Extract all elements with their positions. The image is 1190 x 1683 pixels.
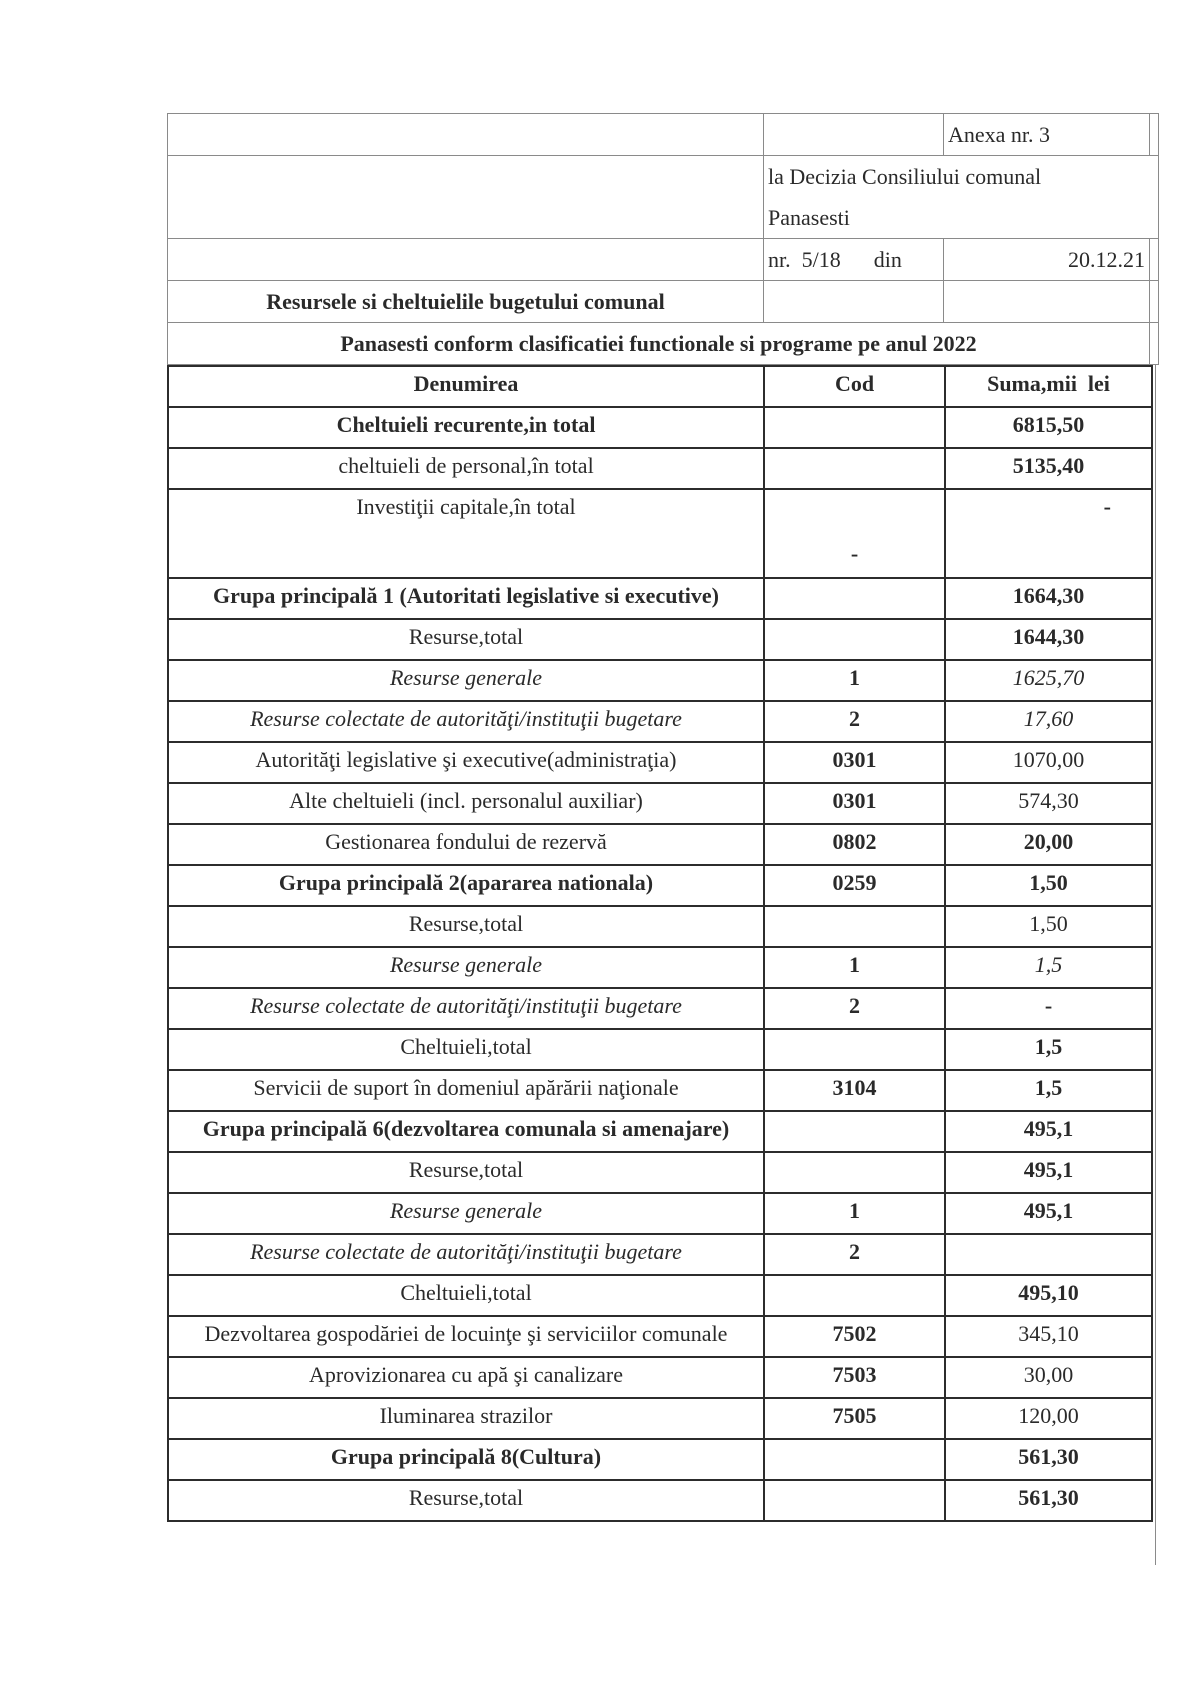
table-row [168, 701, 1152, 742]
row-code [764, 1480, 945, 1521]
header-cell-edge [1150, 323, 1159, 365]
row-amount [945, 1234, 1152, 1275]
row-amount: 561,30 [945, 1480, 1152, 1521]
row-code [764, 1152, 945, 1193]
header-row-title-1 [168, 281, 1159, 323]
row-amount: 561,30 [945, 1439, 1152, 1480]
row-code: 1 [764, 1193, 945, 1234]
row-amount: 5135,40 [945, 448, 1152, 489]
row-code: 7503 [764, 1357, 945, 1398]
row-name: Resurse colectate de autorităţi/instituţii bugetare [168, 701, 764, 742]
table-row [168, 947, 1152, 988]
row-amount: 120,00 [945, 1398, 1152, 1439]
row-amount: 1,5 [945, 1029, 1152, 1070]
header-row-annex [168, 114, 1159, 156]
table-row [168, 489, 1152, 578]
row-name: Grupa principală 2(apararea nationala) [168, 865, 764, 906]
row-code: 2 [764, 701, 945, 742]
budget-table-body [168, 407, 1152, 1521]
table-row [168, 906, 1152, 947]
row-amount: 1,50 [945, 906, 1152, 947]
row-name: Iluminarea strazilor [168, 1398, 764, 1439]
row-code: 3104 [764, 1070, 945, 1111]
row-code [764, 448, 945, 489]
row-name: cheltuieli de personal,în total [168, 448, 764, 489]
table-row [168, 1070, 1152, 1111]
row-code: - [764, 489, 945, 578]
row-name: Alte cheltuieli (incl. personalul auxiliar) [168, 783, 764, 824]
table-row [168, 988, 1152, 1029]
table-outer-border [1155, 365, 1156, 1565]
row-code [764, 1275, 945, 1316]
table-row [168, 742, 1152, 783]
row-name: Resurse generale [168, 660, 764, 701]
row-code: 7505 [764, 1398, 945, 1439]
row-amount: 495,1 [945, 1111, 1152, 1152]
row-name: Cheltuieli recurente,in total [168, 407, 764, 448]
row-name: Resurse generale [168, 947, 764, 988]
table-row [168, 1357, 1152, 1398]
header-cell-empty [944, 281, 1150, 323]
row-name: Resurse,total [168, 1152, 764, 1193]
decision-date: 20.12.21 [944, 239, 1150, 281]
column-header-code: Cod [764, 366, 945, 407]
row-code: 0259 [764, 865, 945, 906]
row-code [764, 1111, 945, 1152]
row-name: Resurse colectate de autorităţi/instituţii bugetare [168, 1234, 764, 1275]
table-row [168, 1480, 1152, 1521]
row-amount: - [945, 988, 1152, 1029]
row-name: Autorităţi legislative şi executive(administraţia) [168, 742, 764, 783]
row-code: 1 [764, 947, 945, 988]
row-code: 0802 [764, 824, 945, 865]
table-row [168, 1275, 1152, 1316]
row-code [764, 1439, 945, 1480]
row-name: Servicii de suport în domeniul apărării naţionale [168, 1070, 764, 1111]
header-cell-edge [1150, 281, 1159, 323]
table-row [168, 824, 1152, 865]
row-name: Grupa principală 6(dezvoltarea comunala si amenajare) [168, 1111, 764, 1152]
table-row [168, 619, 1152, 660]
row-amount: 30,00 [945, 1357, 1152, 1398]
row-code [764, 906, 945, 947]
decision-line-1: la Decizia Consiliului comunal [768, 164, 1042, 189]
document-title-line-2: Panasesti conform clasificatiei functionale si programe pe anul 2022 [168, 323, 1150, 365]
row-code: 0301 [764, 742, 945, 783]
table-row [168, 865, 1152, 906]
header-row-number [168, 239, 1159, 281]
row-name: Resurse,total [168, 1480, 764, 1521]
row-code [764, 578, 945, 619]
row-amount: 20,00 [945, 824, 1152, 865]
row-amount: 1644,30 [945, 619, 1152, 660]
row-code: 7502 [764, 1316, 945, 1357]
row-amount: 1625,70 [945, 660, 1152, 701]
row-amount: - [945, 489, 1152, 578]
row-name: Gestionarea fondului de rezervă [168, 824, 764, 865]
header-cell-empty [168, 239, 764, 281]
row-name: Dezvoltarea gospodăriei de locuinţe şi serviciilor comunale [168, 1316, 764, 1357]
header-cell-empty [168, 156, 764, 239]
table-row [168, 1193, 1152, 1234]
header-cell-empty [168, 114, 764, 156]
row-code [764, 619, 945, 660]
row-name: Resurse,total [168, 619, 764, 660]
table-row [168, 578, 1152, 619]
row-amount: 17,60 [945, 701, 1152, 742]
row-amount: 1070,00 [945, 742, 1152, 783]
annex-header-block [167, 113, 1159, 365]
row-code: 0301 [764, 783, 945, 824]
row-name: Resurse generale [168, 1193, 764, 1234]
table-row [168, 1316, 1152, 1357]
row-name: Grupa principală 8(Cultura) [168, 1439, 764, 1480]
table-row [168, 1152, 1152, 1193]
table-row [168, 1234, 1152, 1275]
table-row [168, 1111, 1152, 1152]
column-header-amount: Suma,mii lei [945, 366, 1152, 407]
row-amount: 1664,30 [945, 578, 1152, 619]
header-cell-empty [764, 281, 944, 323]
row-name: Grupa principală 1 (Autoritati legislative si executive) [168, 578, 764, 619]
row-name: Resurse,total [168, 906, 764, 947]
row-amount: 345,10 [945, 1316, 1152, 1357]
row-code [764, 1029, 945, 1070]
row-amount: 495,1 [945, 1193, 1152, 1234]
annex-label: Anexa nr. 3 [944, 114, 1150, 156]
row-amount: 574,30 [945, 783, 1152, 824]
row-code: 2 [764, 1234, 945, 1275]
row-name: Resurse colectate de autorităţi/instituţii bugetare [168, 988, 764, 1029]
row-name: Aprovizionarea cu apă şi canalizare [168, 1357, 764, 1398]
header-cell-edge [1150, 114, 1159, 156]
row-amount: 1,5 [945, 1070, 1152, 1111]
header-row-decision [168, 156, 1159, 239]
table-row [168, 1439, 1152, 1480]
decision-number: nr. 5/18 din [764, 239, 944, 281]
row-name: Cheltuieli,total [168, 1275, 764, 1316]
header-row-title-2 [168, 323, 1159, 365]
row-amount: 1,5 [945, 947, 1152, 988]
header-cell-edge [1150, 239, 1159, 281]
table-row [168, 783, 1152, 824]
decision-reference [764, 156, 1159, 239]
row-code: 1 [764, 660, 945, 701]
row-code [764, 407, 945, 448]
column-header-name: Denumirea [168, 366, 764, 407]
row-name: Cheltuieli,total [168, 1029, 764, 1070]
budget-table [167, 365, 1153, 1522]
header-cell-empty [764, 114, 944, 156]
row-code: 2 [764, 988, 945, 1029]
row-amount: 6815,50 [945, 407, 1152, 448]
document-title-line-1: Resursele si cheltuielile bugetului comunal [168, 281, 764, 323]
budget-table-header-row [168, 366, 1152, 407]
table-row [168, 1029, 1152, 1070]
table-row [168, 407, 1152, 448]
table-row [168, 660, 1152, 701]
table-row [168, 448, 1152, 489]
row-amount: 495,1 [945, 1152, 1152, 1193]
row-name: Investiţii capitale,în total [168, 489, 764, 578]
table-row [168, 1398, 1152, 1439]
row-amount: 1,50 [945, 865, 1152, 906]
decision-line-2: Panasesti [768, 205, 850, 230]
row-amount: 495,10 [945, 1275, 1152, 1316]
